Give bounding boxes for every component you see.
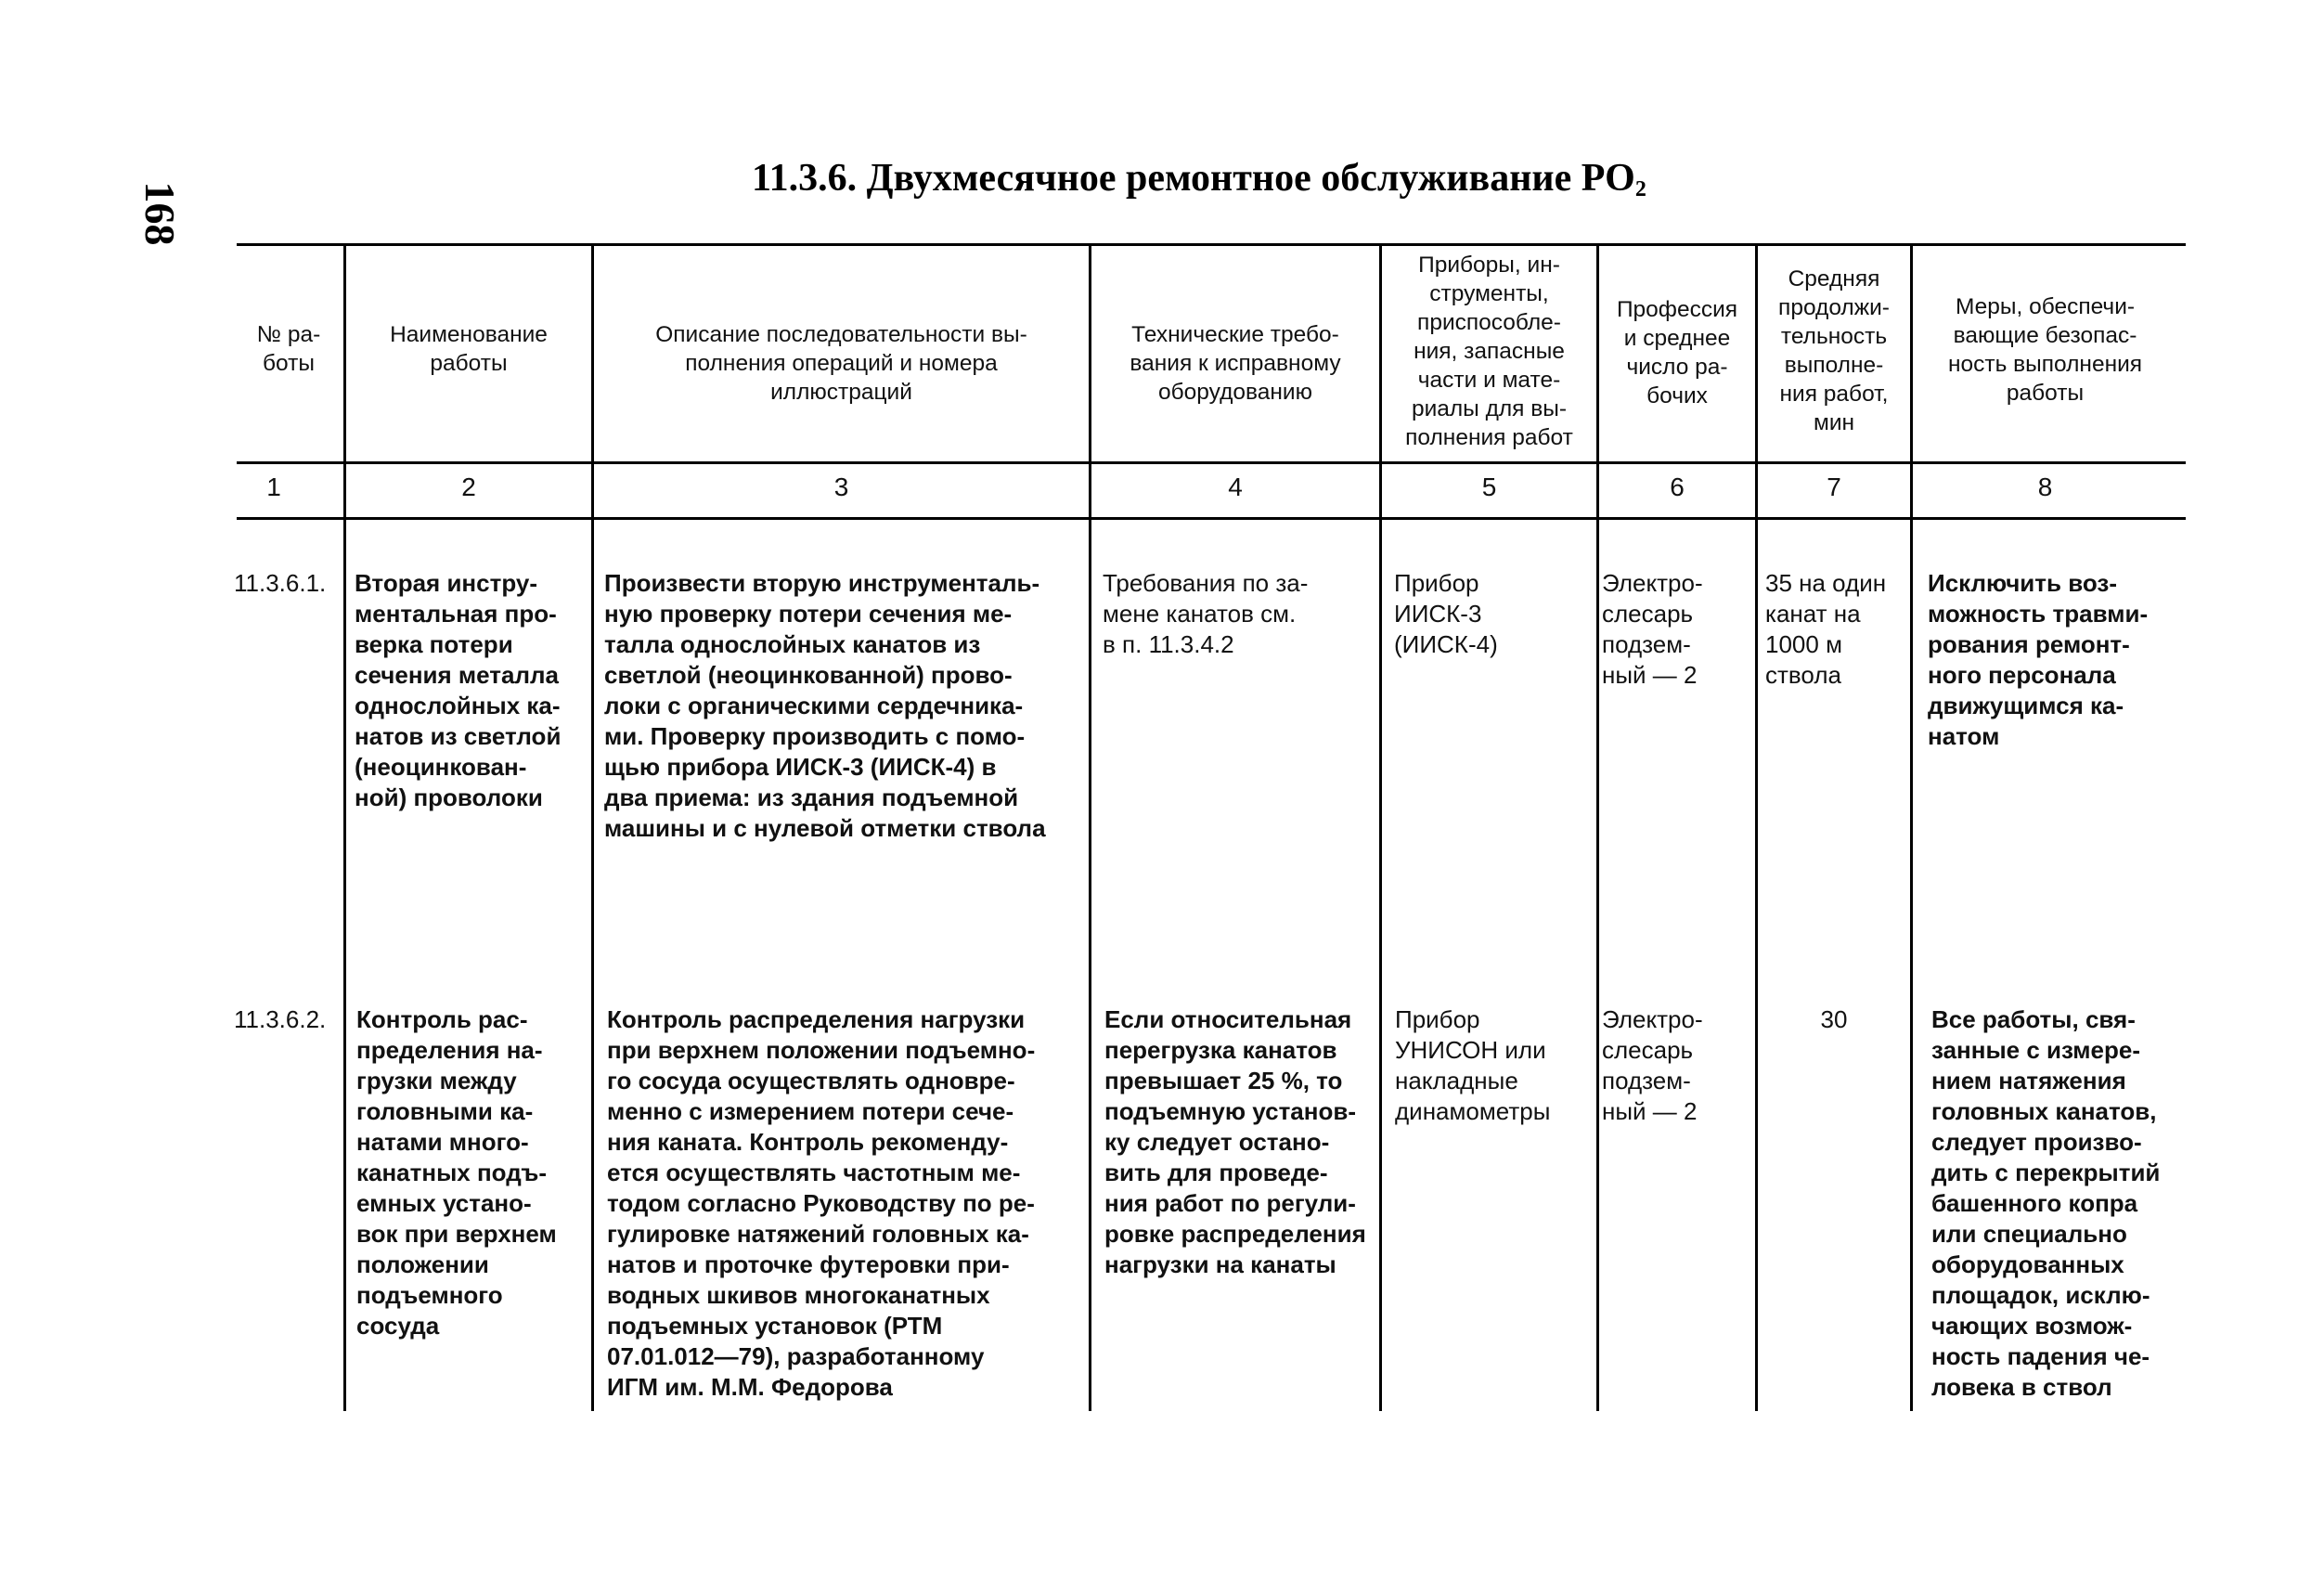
table-top-rule: [237, 243, 2186, 246]
section-title: [752, 156, 1646, 202]
column-divider: [1089, 243, 1091, 1411]
column-number: 7: [1827, 473, 1841, 501]
header-duration: Средняя продолжи- тельность выполне- ния работ, мин: [1778, 266, 1890, 435]
header-bottom-rule: [237, 461, 2186, 464]
row-id: 11.3.6.1.: [234, 569, 327, 597]
number-row-bottom-rule: [237, 517, 2186, 520]
row-duration: 30: [1820, 1005, 1848, 1033]
row-tools: Прибор ИИСК-3 (ИИСК-4): [1394, 569, 1498, 658]
header-safety: Меры, обеспечи- вающие безопас- ность выполнения работы: [1947, 294, 2143, 406]
row-requirements: Требования по за- мене канатов см. в п. 11.3.4.2: [1103, 569, 1309, 658]
page-number: 168: [136, 181, 184, 246]
row-work-name: Вторая инстру- ментальная про- верка потери сечения металла однослойных ка- натов из светлой (неоцинкован- ной) проволоки: [355, 569, 562, 811]
column-number: 3: [833, 473, 849, 501]
row-safety: Все работы, свя- занные с измере- нием натяжения головных канатов, следует произво- дить с перекрытий башенного копра или специально оборудованных площадок, исклю- чающих возмож- ность падения че- ловека в ствол: [1931, 1005, 2161, 1401]
column-divider: [1910, 243, 1913, 1411]
row-safety: Исключить воз- можность травми- рования ремонт- ного персонала движущимся ка- натом: [1928, 569, 2149, 750]
section-title-text: 11.3.6. Двухмесячное ремонтное обслуживание РО: [752, 157, 1635, 200]
column-number: 8: [2037, 473, 2053, 501]
column-number: 2: [461, 473, 476, 501]
row-requirements: Если относительная перегрузка канатов превышает 25 %, то подъемную установ- ку следует остано- вить для проведе- ния работ по регули- ровке распределения нагрузки на канаты: [1104, 1005, 1366, 1278]
header-profession: Профессия и среднее число ра- бочих: [1616, 297, 1738, 408]
header-description: Описание последовательности вы- полнения операций и номера иллюстраций: [655, 322, 1027, 405]
column-divider: [1596, 243, 1599, 1411]
row-profession: Электро- слесарь подзем- ный — 2: [1602, 1005, 1703, 1125]
column-divider: [591, 243, 594, 1411]
column-divider: [343, 243, 346, 1411]
row-work-name: Контроль рас- пределения на- грузки между головными ка- натами много- канатных подъ- емных устано- вок при верхнем положении подъемного сосуда: [356, 1005, 557, 1340]
header-tools: Приборы, ин- струменты, приспособле- ния, запасные части и мате- риалы для вы- полнения работ: [1405, 253, 1573, 450]
header-work-number: № ра- боты: [256, 322, 321, 376]
header-work-name: Наименование работы: [390, 322, 548, 376]
row-description: Произвести вторую инструменталь- ную проверку потери сечения ме- талла однослойных канатов из светлой (неоцинкованной) прово- локи с органическими сердечника- ми. Проверку производить с помо- щью прибора ИИСК-3 (ИИСК-4) в два приема: из здания подъемной машины и с нулевой отметки ствола: [604, 569, 1046, 842]
header-requirements: Технические требо- вания к исправному оборудованию: [1130, 322, 1341, 405]
row-profession: Электро- слесарь подзем- ный — 2: [1602, 569, 1703, 689]
row-id: 11.3.6.2.: [234, 1005, 327, 1033]
column-number: 6: [1670, 473, 1685, 501]
column-number: 4: [1228, 473, 1243, 501]
row-description: Контроль распределения нагрузки при верхнем положении подъемно- го сосуда осуществлять одновре- менно с измерением потери сече- ния каната. Контроль рекоменду- ется осуществлять частотным ме- тодом согласно Руководству по ре- гулировке натяжений головных ка- натов и проточке футеровки при- водных шкивов многоканатных подъемных установок (РТМ 07.01.012—79), разработанному ИГМ им. М.М. Федорова: [607, 1005, 1036, 1401]
section-title-subscript: 2: [1634, 177, 1646, 201]
row-tools: Прибор УНИСОН или накладные динамометры: [1395, 1005, 1551, 1125]
row-duration: 35 на один канат на 1000 м ствола: [1765, 569, 1887, 689]
column-number: 5: [1481, 473, 1497, 501]
column-number: 1: [266, 473, 281, 501]
